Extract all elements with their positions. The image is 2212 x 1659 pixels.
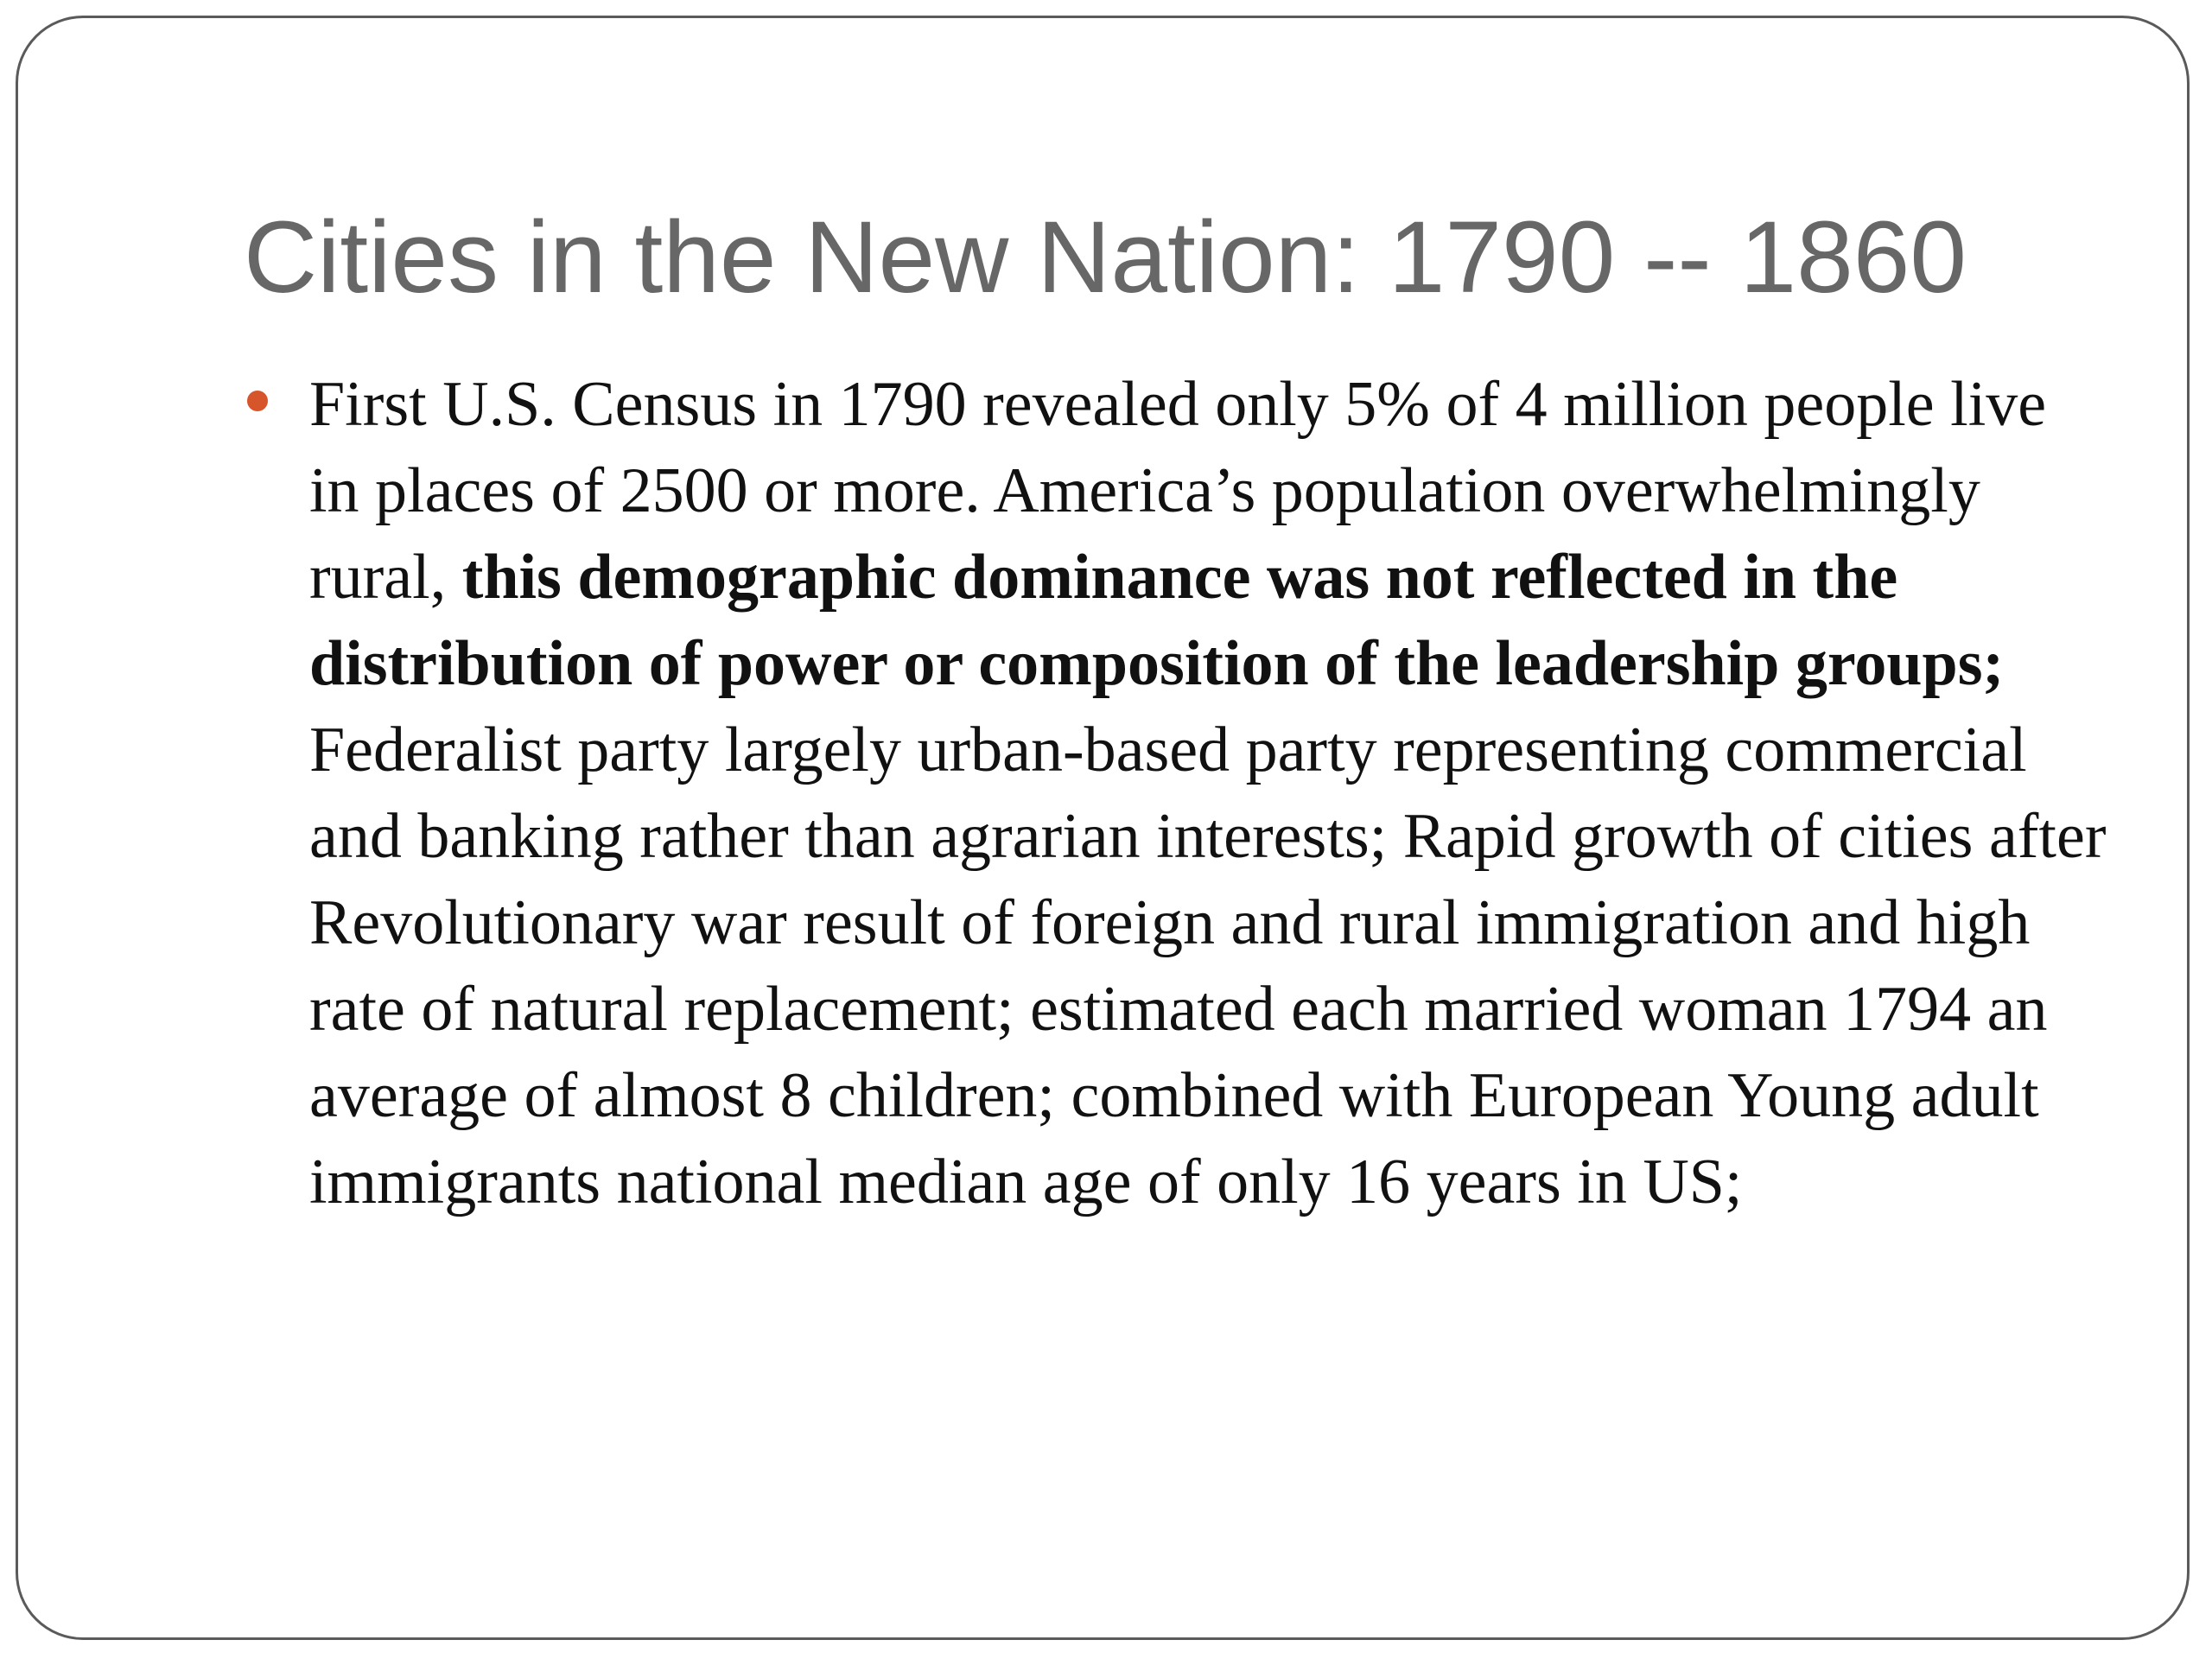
bullet-item	[244, 361, 2110, 1225]
bullet-dot-icon	[247, 391, 268, 411]
bullet-text-bold: this demographic dominance was not reflected in the distribution of power or composition of the leadership groups;	[309, 542, 2005, 699]
slide-title: Cities in the New Nation: 1790 -- 1860	[244, 200, 1967, 315]
bullet-text-part-2: Federalist party largely urban-based party representing commercial and banking rather than agrarian interests; Rapid growth of cities after Revolutionary war result of foreign and rural immigration and high rate of natural replacement; estimated each married woman 1794 an average of almost 8 children; combined with European Young adult immigrants national median age of only 16 years in US;	[309, 715, 2107, 1217]
bullet-list	[244, 361, 2110, 1225]
bullet-text-part-1: First U.S. Census in 1790 revealed only 5% of 4 million people live in places of 2500 or more. America’s population overwhelmingly rural,	[309, 369, 2047, 613]
